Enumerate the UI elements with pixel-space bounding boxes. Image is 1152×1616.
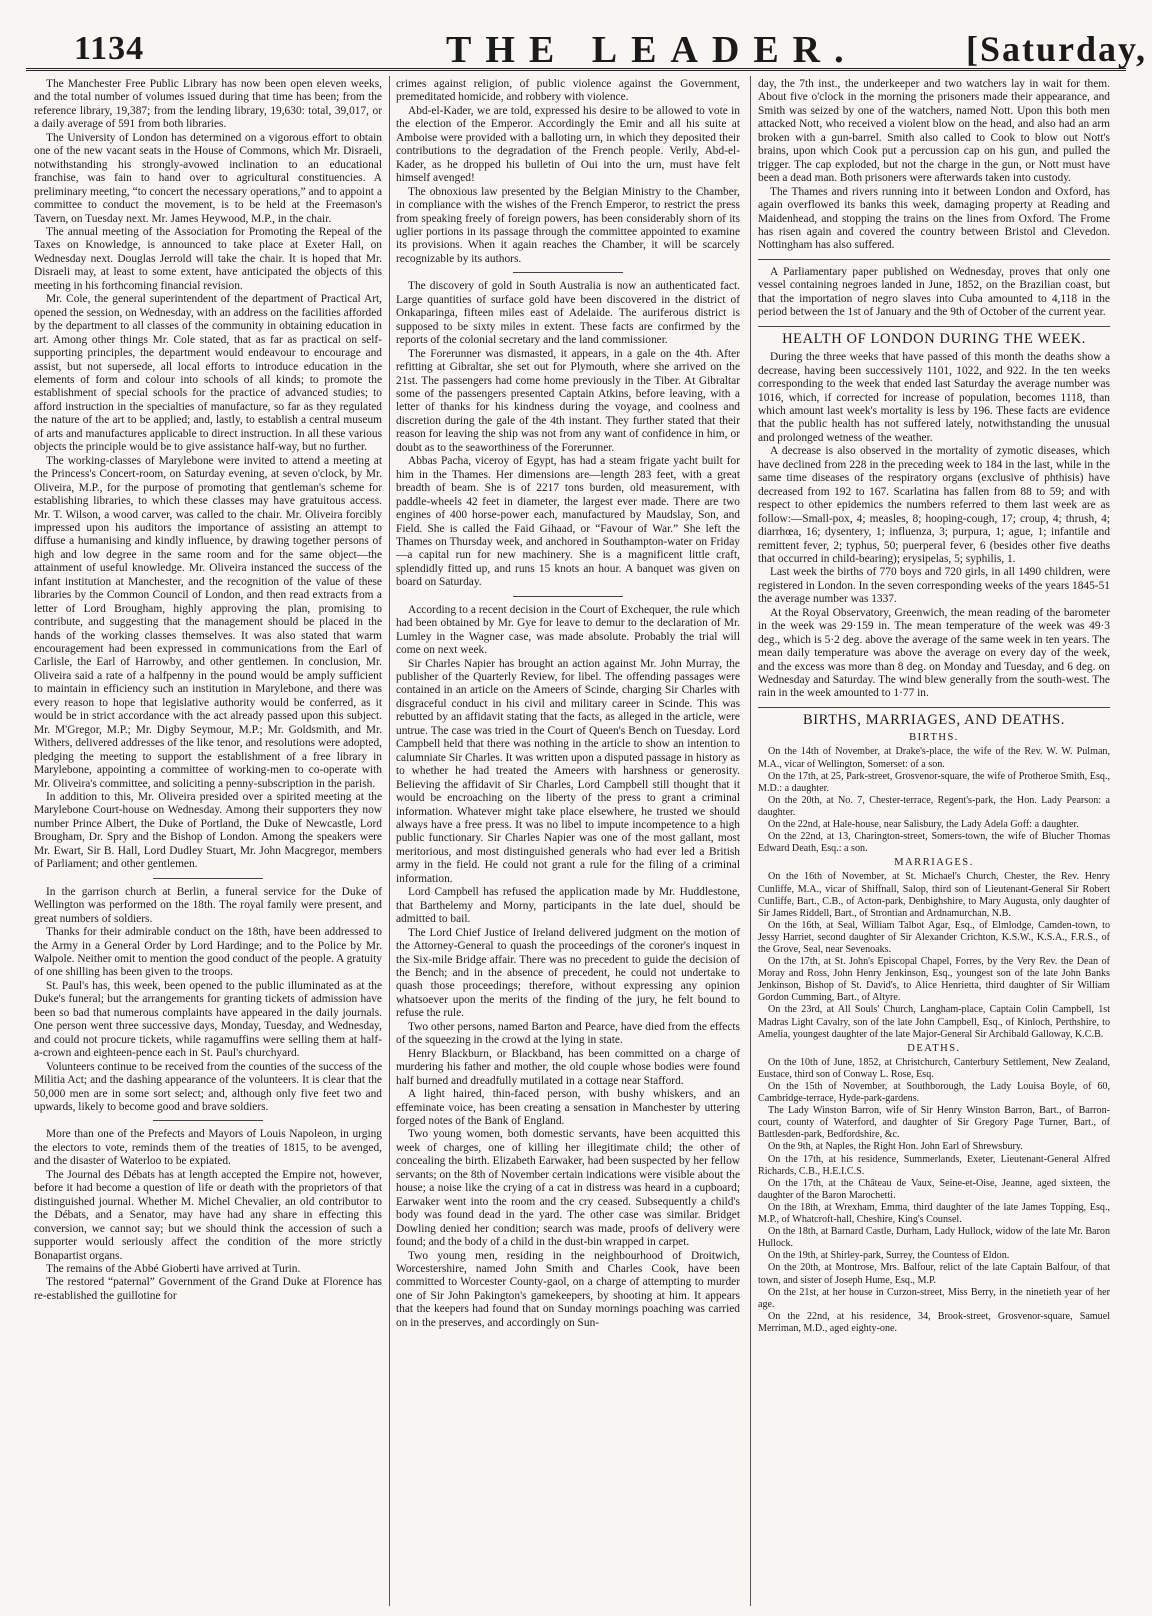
death-notice: On the 17th, at the Château de Vaux, Seine-et-Oise, Jeanne, aged sixteen, the daughter of the Baron Marochetti.: [758, 1177, 1110, 1201]
article-paragraph: Henry Blackburn, or Blackband, has been committed on a charge of murdering his father and mother, the old couple whose bodies were found half burned and dreadfully mutilated in a cottage near Stafford.: [396, 1047, 740, 1087]
section-separator: [153, 1120, 263, 1121]
birth-notice: On the 22nd, at Hale-house, near Salisbury, the Lady Adela Goff: a daughter.: [768, 819, 1079, 831]
death-notice: On the 15th of November, at Southborough, the Lady Louisa Boyle, of 60, Cambridge-terrace, Hyde-park-gardens.: [758, 1081, 1110, 1105]
marriage-notice: On the 16th, at Seal, William Talbot Agar, Esq., of Elmlodge, Camden-town, to Jessy Harriet, second daughter of Sir Alexander Crichton, K.S.W., K.S.A., F.R.S., of the Grove, Seal, near Sevenoaks.: [758, 919, 1110, 955]
section-rule: [758, 707, 1110, 708]
column-3: [758, 78, 1110, 1608]
article-paragraph: day, the 7th inst., the underkeeper and two watchers lay in wait for them. About five o'clock in the morning the prisoners made their appearance, and Smith was seized by one of the watchers, named Nott. Upon this both men attacked Nott, who received a violent blow on the head, and also had an arm broken with a gun-barrel. Smith also called to Cook to blow out Nott's brains, upon which Cook put a percussion cap on his gun, and pulled the trigger. The cap exploded, but not the charge in the gun, or Nott must have been a dead man. Both prisoners were afterwards taken into custody.: [758, 78, 1110, 185]
article-paragraph: During the three weeks that have passed of this month the deaths show a decrease, having been successively 1101, 1022, and 922. In the ten weeks corresponding to the week that ended last Saturday the average number was 1016, which, if corrected for increase of population, becomes 1118, than which amount last week's mortality is less by 196. These facts are evidence that the public health has not suffered lately, notwithstanding the unusual and prolonged wetness of the weather.: [758, 351, 1110, 444]
article-paragraph: The restored “paternal” Government of the Grand Duke at Florence has re-established the guillotine for: [34, 1276, 382, 1302]
article-paragraph: More than one of the Prefects and Mayors of Louis Napoleon, in urging the electors to vote, reminds them of the treaties of 1815, to be avenged, and the disaster of Waterloo to be expiated.: [34, 1128, 382, 1168]
death-notice: On the 18th, at Wrexham, Emma, third daughter of the late James Topping, Esq., M.P., of Whatcroft-hall, Cheshire, King's Counsel.: [758, 1201, 1110, 1226]
marriage-notice: On the 23rd, at All Souls' Church, Langham-place, Captain Colin Campbell, 1st Madras Light Cavalry, son of the late John Campbell, Esq., of Kinloch, Perthshire, to Amelia, youngest daughter of the late Major-General Sir Archibald Galloway, K.C.B.: [758, 1004, 1110, 1040]
section-rule: [758, 259, 1110, 260]
section-rule: [758, 326, 1110, 327]
births-heading: BIRTHS.: [909, 732, 959, 744]
birth-notice: On the 17th, at 25, Park-street, Grosvenor-square, the wife of Protheroe Smith, Esq., M.D.: a daughter.: [758, 770, 1110, 794]
article-paragraph: The Manchester Free Public Library has now been open eleven weeks, and the total number of volumes issued during that time has been; from the reference library, 19,387; from the lending library, 19,630: total, 39,017, or a daily average of 591 from both libraries.: [34, 78, 382, 131]
death-notice: On the 10th of June, 1852, at Christchurch, Canterbury Settlement, New Zealand, Eustace, third son of Conway L. Rose, Esq.: [758, 1056, 1110, 1080]
article-paragraph: St. Paul's has, this week, been opened to the public illuminated as at the Duke's funeral; but the arrangements for granting tickets of admission have been so bad that numerous complaints have appeared in the daily journals. One person went three successive days, Monday, Tuesday, and Wednesday, and could not procure tickets, while ragamuffins were selling them at half-a-crown and eighteen-pence each in St. Paul's churchyard.: [34, 979, 382, 1060]
section-separator: [513, 596, 623, 597]
article-paragraph: The discovery of gold in South Australia is now an authenticated fact. Large quantities of surface gold have been discovered in the district of Onkaparinga, fifteen miles east of Adelaide. The auriferous district is supposed to be sixty miles in extent. These facts are confirmed by the reports of the colonial secretary and the land commissioner.: [396, 280, 740, 347]
article-paragraph: The University of London has determined on a vigorous effort to obtain one of the new vacant seats in the House of Commons, which Mr. Disraeli, notwithstanding his strongly-avowed inclination to an educational franchise, was fain to hand over to agricultural constituencies. A preliminary meeting, “to concert the necessary operations,” and to appoint a committee to conduct the movement, is to be held at the Freemason's Tavern, on Tuesday next. Mr. James Heywood, M.P., in the chair.: [34, 131, 382, 225]
column-rule: [389, 76, 390, 1606]
article-paragraph: The Forerunner was dismasted, it appears, in a gale on the 4th. After refitting at Gibraltar, she set out for Plymouth, where she arrived on the 21st. The passengers had come home previously in the Tiber. At Gibraltar some of the passengers presented Captain Atkins, before leaving, with a letter of thanks for his kindness during the voyage, and coolness and discretion during the gale of the 4th instant. They further stated that their reason for leaving the ship was not from any want of confidence in him, or doubt as to the seaworthiness of the Forerunner.: [396, 347, 740, 454]
column-2: [396, 78, 740, 1608]
article-paragraph: The Lord Chief Justice of Ireland delivered judgment on the motion of the Attorney-General to quash the proceedings of the coroner's inquest in the Six-mile Bridge affair. There was no precedent to guide the decision of the Bench; and in the absence of precedent, he could not undertake to quash those proceedings; therefore, without expressing any opinion whatsoever upon the merits of the finding of the jury, he felt bound to refuse the rule.: [396, 926, 740, 1020]
death-notice: On the 18th, at Barnard Castle, Durham, Lady Hullock, widow of the late Mr. Baron Hullock.: [758, 1226, 1110, 1250]
article-paragraph: A decrease is also observed in the mortality of zymotic diseases, which have declined from 228 in the preceding week to 184 in the last, while in the same time diseases of the respiratory organs (exclusive of phthisis) have decreased from 192 to 167. Scarlatina has fallen from 88 to 59; and with respect to other epidemics the numbers referred to them last week are as follow:—Small-pox, 4; measles, 8; hooping-cough, 17; croup, 4; thrush, 4; diarrhœa, 16; dysentery, 1; influenza, 3; purpura, 1; ague, 1; infantile and remittent fever, 2; typhus, 50; puerperal fever, 6 (besides other five deaths that occurred in child-bearing); erysipelas, 5; syphilis, 1.: [758, 445, 1110, 565]
article-paragraph: In the garrison church at Berlin, a funeral service for the Duke of Wellington was performed on the 18th. The royal family were present, and great numbers of soldiers.: [34, 885, 382, 925]
article-paragraph: Thanks for their admirable conduct on the 18th, have been addressed to the Army in a General Order by Lord Hardinge; and to the Police by Mr. Walpole. Neither omit to mention the good conduct of the people. A gratuity of one shilling has been given to the troops.: [34, 926, 382, 979]
death-notice: On the 19th, at Shirley-park, Surrey, the Countess of Eldon.: [768, 1250, 1010, 1262]
column-1: [34, 78, 382, 1608]
article-paragraph: The remains of the Abbé Gioberti have arrived at Turin.: [46, 1262, 301, 1275]
article-paragraph: Two young men, residing in the neighbourhood of Droitwich, Worcestershire, named John Smith and Charles Cook, have been committed to Worcester County-gaol, on a charge of attempting to murder one of Sir John Pakington's gamekeepers, by shooting at him. It appears that the keepers had found that on Sunday mornings poaching was carried on in the preserves, and accordingly on Sun-: [396, 1249, 740, 1329]
article-paragraph: Last week the births of 770 boys and 720 girls, in all 1490 children, were registered in London. In the seven corresponding weeks of the years 1845-51 the average number was 1337.: [758, 566, 1110, 606]
page-number: 1134: [74, 30, 145, 67]
article-paragraph: Abd-el-Kader, we are told, expressed his desire to be allowed to vote in the election of the Emperor. Accordingly the Emir and all his suite at Amboise were provided with a balloting urn, in which they deposited their contributions to the degradation of the French people. Verily, Abd-el-Kader, as he dropped his bulletin of Oui into the urn, must have felt himself avenged!: [396, 104, 740, 185]
article-paragraph: Volunteers continue to be received from the counties of the success of the Militia Act; and the dashing appearance of the volunteers. It is clear that the 50,000 men are in some sort select; and, although only five feet two and upwards, likely to become good and brave soldiers.: [34, 1060, 382, 1113]
article-paragraph: Abbas Pacha, viceroy of Egypt, has had a steam frigate yacht built for him in the Thames. Her dimensions are—length 283 feet, with a great breadth of beam. She is of 2217 tons burden, old measurement, with paddle-wheels 42 feet in diameter, the largest ever made. There are two engines of 400 horse-power each, manufactured by Maudslay, Son, and Field. She is called the Faid Gihaad, or “Favour of War.” She left the Thames on Thursday week, and anchored in Southampton-water on Friday—a capital run for new machinery. She is a magnificent little craft, splendidly fitted up, and runs 15 knots an hour. A banquet was given on board on Saturday.: [396, 455, 740, 589]
newspaper-title: THE LEADER.: [446, 29, 858, 71]
marriages-heading: MARRIAGES.: [894, 857, 974, 869]
article-paragraph: Lord Campbell has refused the application made by Mr. Huddlestone, that Barthelemy and Morny, participants in the late duel, should be admitted to bail.: [396, 886, 740, 926]
article-paragraph: The working-classes of Marylebone were invited to attend a meeting at the Princess's Concert-room, on Saturday evening, at seven o'clock, by Mr. Oliveira, M.P., for the purpose of promoting that gentleman's scheme for establishing libraries, to which these classes may have gratuitous access. Mr. T. Wilson, a wood carver, was called to the chair. Mr. Oliveira forcibly impressed upon his auditors the importance of assisting an attempt to diffuse a humanising and kindly influence, by drawing together persons of high and low degree in the same room and for the same object—the attainment of useful knowledge. Mr. Oliveira instanced the success of the infant institution at Manchester, and the recognition of the value of these libraries by the Common Council of London, and then read extracts from a letter of Lord Brougham, highly approving the plan, promising to contribute, and suggesting that the management should be placed in the hands of the working classes themselves. It was also stated that warm encouragement had been expressed in communications from the Earl of Carlisle, the Earl of Harrowby, and other gentlemen. In conclusion, Mr. Oliveira said a rate of a halfpenny in the pound would be amply sufficient to maintain in efficiency such an institution in Marylebone, and there was every reason to hope that legislative authority would be conferred, as it would be in strict accordance with the act already passed upon this subject. Mr. M'Gregor, M.P.; Mr. Digby Seymour, M.P.; Mr. Goldsmith, and Mr. Withers, delivered addresses of the like tenor, and resolutions were adopted, pledging the meeting to support the establishment of a free library in Marylebone, appointing a committee of working-men to co-operate with Mr. Oliveira's committee, and soliciting a penny-subscription in the parish.: [34, 454, 382, 790]
article-paragraph: According to a recent decision in the Court of Exchequer, the rule which had been obtained by Mr. Gye for leave to demur to the declaration of Mr. Lumley in the Wagner case, was made absolute. Probably the trial will come on next week.: [396, 603, 740, 657]
article-paragraph: The obnoxious law presented by the Belgian Ministry to the Chamber, in compliance with the wishes of the French Emperor, to restrict the press from speaking freely of foreign powers, has been considerably shorn of its uglier portions in its passage through the committee appointed to examine its provisions. When it again reaches the Chamber, it will be scarcely recognizable by its authors.: [396, 185, 740, 265]
article-paragraph: Two other persons, named Barton and Pearce, have died from the effects of the squeezing in the crowd at the lying in state.: [396, 1020, 740, 1047]
article-paragraph: The annual meeting of the Association for Promoting the Repeal of the Taxes on Knowledge, is announced to take place at Exeter Hall, on Wednesday next. Douglas Jerrold will take the chair. It is hoped that Mr. Disraeli may, at least to some extent, have anticipated the objects of this meeting in his forthcoming financial revision.: [34, 225, 382, 292]
issue-day: [Saturday,: [966, 29, 1148, 69]
section-heading: BIRTHS, MARRIAGES, AND DEATHS.: [802, 711, 1066, 728]
marriage-notice: On the 17th, at St. John's Episcopal Chapel, Forres, by the Very Rev. the Dean of Moray and Ross, John Henry Jenkinson, Esq., youngest son of the late John Banks Jenkinson, Bishop of St. David's, to Alice Henrietta, third daughter of Sir William Gordon Cumming, Bart., of Altyre.: [758, 956, 1110, 1004]
birth-notice: On the 22nd, at 13, Charington-street, Somers-town, the wife of Blucher Thomas Edward Death, Esq.: a son.: [758, 831, 1110, 855]
death-notice: On the 9th, at Naples, the Right Hon. John Earl of Shrewsbury.: [768, 1141, 1023, 1153]
article-paragraph: Mr. Cole, the general superintendent of the department of Practical Art, opened the session, on Wednesday, with an address on the facilities afforded by the department to all classes of the community in obtaining education in art. Among other things Mr. Cole stated, that as far as practical on self-supporting principles, the department would endeavour to encourage and assist, but not supersede, all local efforts to introduce education in the elements of form and colour into schools of all kinds; to promote the establishment of special schools for the practice of advanced studies; to afford instruction in the specialties of manufacture, so far as they regulated the nature of the art to be applied; and, lastly, to establish a central museum of arts and manufactures applicable to direct instruction. In all these various objects the principle would be to give assistance half-way, but no further.: [34, 293, 382, 454]
article-paragraph: At the Royal Observatory, Greenwich, the mean reading of the barometer in the week was 29·159 in. The mean temperature of the week was 49·3 deg., which is 5·2 deg. above the average of the same week in ten years. The mean daily temperature was above the average on every day of the week, and the excess was more than 8 deg. on Monday and Tuesday, and 6 deg. on Wednesday and Saturday. The wind blew generally from the south-west. The rain in the week amounted to 1·77 in.: [758, 606, 1110, 700]
deaths-heading: DEATHS.: [907, 1042, 961, 1054]
death-notice: On the 21st, at her house in Curzon-street, Miss Berry, in the ninetieth year of her age.: [758, 1286, 1110, 1310]
birth-notice: On the 14th of November, at Drake's-place, the wife of the Rev. W. W. Pulman, M.A., vicar of Wellington, Somerset: of a son.: [758, 746, 1110, 770]
birth-notice: On the 20th, at No. 7, Chester-terrace, Regent's-park, the Hon. Lady Pearson: a daughter.: [758, 794, 1110, 818]
death-notice: On the 17th, at his residence, Summerlands, Exeter, Lieutenant-General Alfred Richards, C.B., H.E.I.C.S.: [758, 1153, 1110, 1177]
death-notice: On the 20th, at Montrose, Mrs. Balfour, relict of the late Captain Balfour, of that town, and sister of Joseph Hume, Esq., M.P.: [758, 1262, 1110, 1286]
article-paragraph: Two young women, both domestic servants, have been acquitted this week of charges, one of killing her illegitimate child; the other of concealing the birth. Elizabeth Earwaker, had been suspected by her fellow servants; on the 8th of November certain indications were visible about the house; a noise like the crying of a cat in distress was heard in a cupboard; Earwaker went into the room and the cry ceased. Subsequently a child's body was found dead in the yard. The other case was similar. Bridget Dowling denied her condition; search was made, proofs of delivery were found; and the body of a child in the dust-bin wrapped in carpet.: [396, 1128, 740, 1249]
notices: [758, 732, 1110, 1335]
article-paragraph: The Thames and rivers running into it between London and Oxford, has again overflowed its banks this week, damaging property at Reading and Maidenhead, and stopping the trains on the lines from Oxford. The Frome has risen again and covered the country between Bristol and Clevedon. Nottingham has also suffered.: [758, 185, 1110, 252]
column-rule: [750, 76, 751, 1606]
article-paragraph: In addition to this, Mr. Oliveira presided over a spirited meeting at the Marylebone Court-house on Wednesday. Among their supporters they now number Prince Albert, the Duke of Portland, the Duke of Newcastle, Lord Brougham, Dr. Spry and the Bishop of London. Among the speakers were Mr. Ewart, Sir B. Hall, Lord Dudley Stuart, Mr. John Macgregor, members of Parliament; and other gentlemen.: [34, 791, 382, 871]
article-paragraph: A light haired, thin-faced person, with bushy whiskers, and an effeminate voice, has been creating a sensation in Manchester by uttering forged notes of the Bank of England.: [396, 1088, 740, 1127]
article-paragraph: crimes against religion, of public violence against the Government, premeditated homicide, and robbery with violence.: [396, 78, 740, 104]
article-paragraph: A Parliamentary paper published on Wednesday, proves that only one vessel containing negroes landed in June, 1852, on the Brazilian coast, but that the importation of negro slaves into Cuba amounted to 4,118 in the period between the 1st of January and the 9th of October of the current year.: [758, 265, 1110, 319]
section-separator: [513, 272, 623, 273]
section-separator: [153, 878, 263, 879]
article-paragraph: Sir Charles Napier has brought an action against Mr. John Murray, the publisher of the Quarterly Review, for libel. The offending passages were contained in an article on the Ameers of Scinde, charging Sir Charles with disgraceful conduct in his civil and military career in Scinde. This was rebutted by an affidavit stating that the facts, as alleged in the article, were untrue. The case was tried in the Court of Queen's Bench on Tuesday. Lord Campbell held that there was nothing in the article to show an intention to calumniate Sir Charles. It was written upon a disputed passage in history as to whether he had treated the Ameers with harshness or generosity. Believing the affidavit of Sir Charles, Lord Campbell still thought that it would be encroaching on the liberty of the press to grant a criminal information. Whatever might take place elsewhere, he trusted we should always have a free press. It was no libel to impute incompetence to a high public functionary. Sir Charles Napier was one of the most gallant, most meritorious, and most distinguished generals who had ever led a British army in the field. He could not grant a rule for the filing of a criminal information.: [396, 657, 740, 885]
marriage-notice: On the 16th of November, at St. Michael's Church, Chester, the Rev. Henry Cunliffe, M.A., vicar of Shiffnall, Salop, third son of Lieutenant-General Sir Robert Cunliffe, Bart., C.B., of Acton-park, Denbighshire, to Mary Augusta, only daughter of Sir James Riddell, Bart., of Strontian and Ardnamurchan, N.B.: [758, 871, 1110, 919]
article-paragraph: The Journal des Débats has at length accepted the Empire not, however, before it had become a question of life or death with the proprietors of that distinguished journal. Whether M. Michel Chevalier, an old contributor to the Débats, and a Senator, may have had any share in effecting this conversion, we cannot say; but we should think the accession of such a supporter would seriously affect the condition of the more strictly Bonapartist organs.: [34, 1168, 382, 1262]
death-notice: The Lady Winston Barron, wife of Sir Henry Winston Barron, Bart., of Barron-court, county of Waterford, and daughter of Sir Gregory Page Turner, Bart., of Battlesden-park, Bedfordshire, &c.: [758, 1105, 1110, 1141]
death-notice: On the 22nd, at his residence, 34, Brook-street, Grosvenor-square, Samuel Merriman, M.D., aged eighty-one.: [758, 1310, 1110, 1334]
masthead: [26, 14, 1148, 71]
section-heading: HEALTH OF LONDON DURING THE WEEK.: [782, 330, 1086, 347]
